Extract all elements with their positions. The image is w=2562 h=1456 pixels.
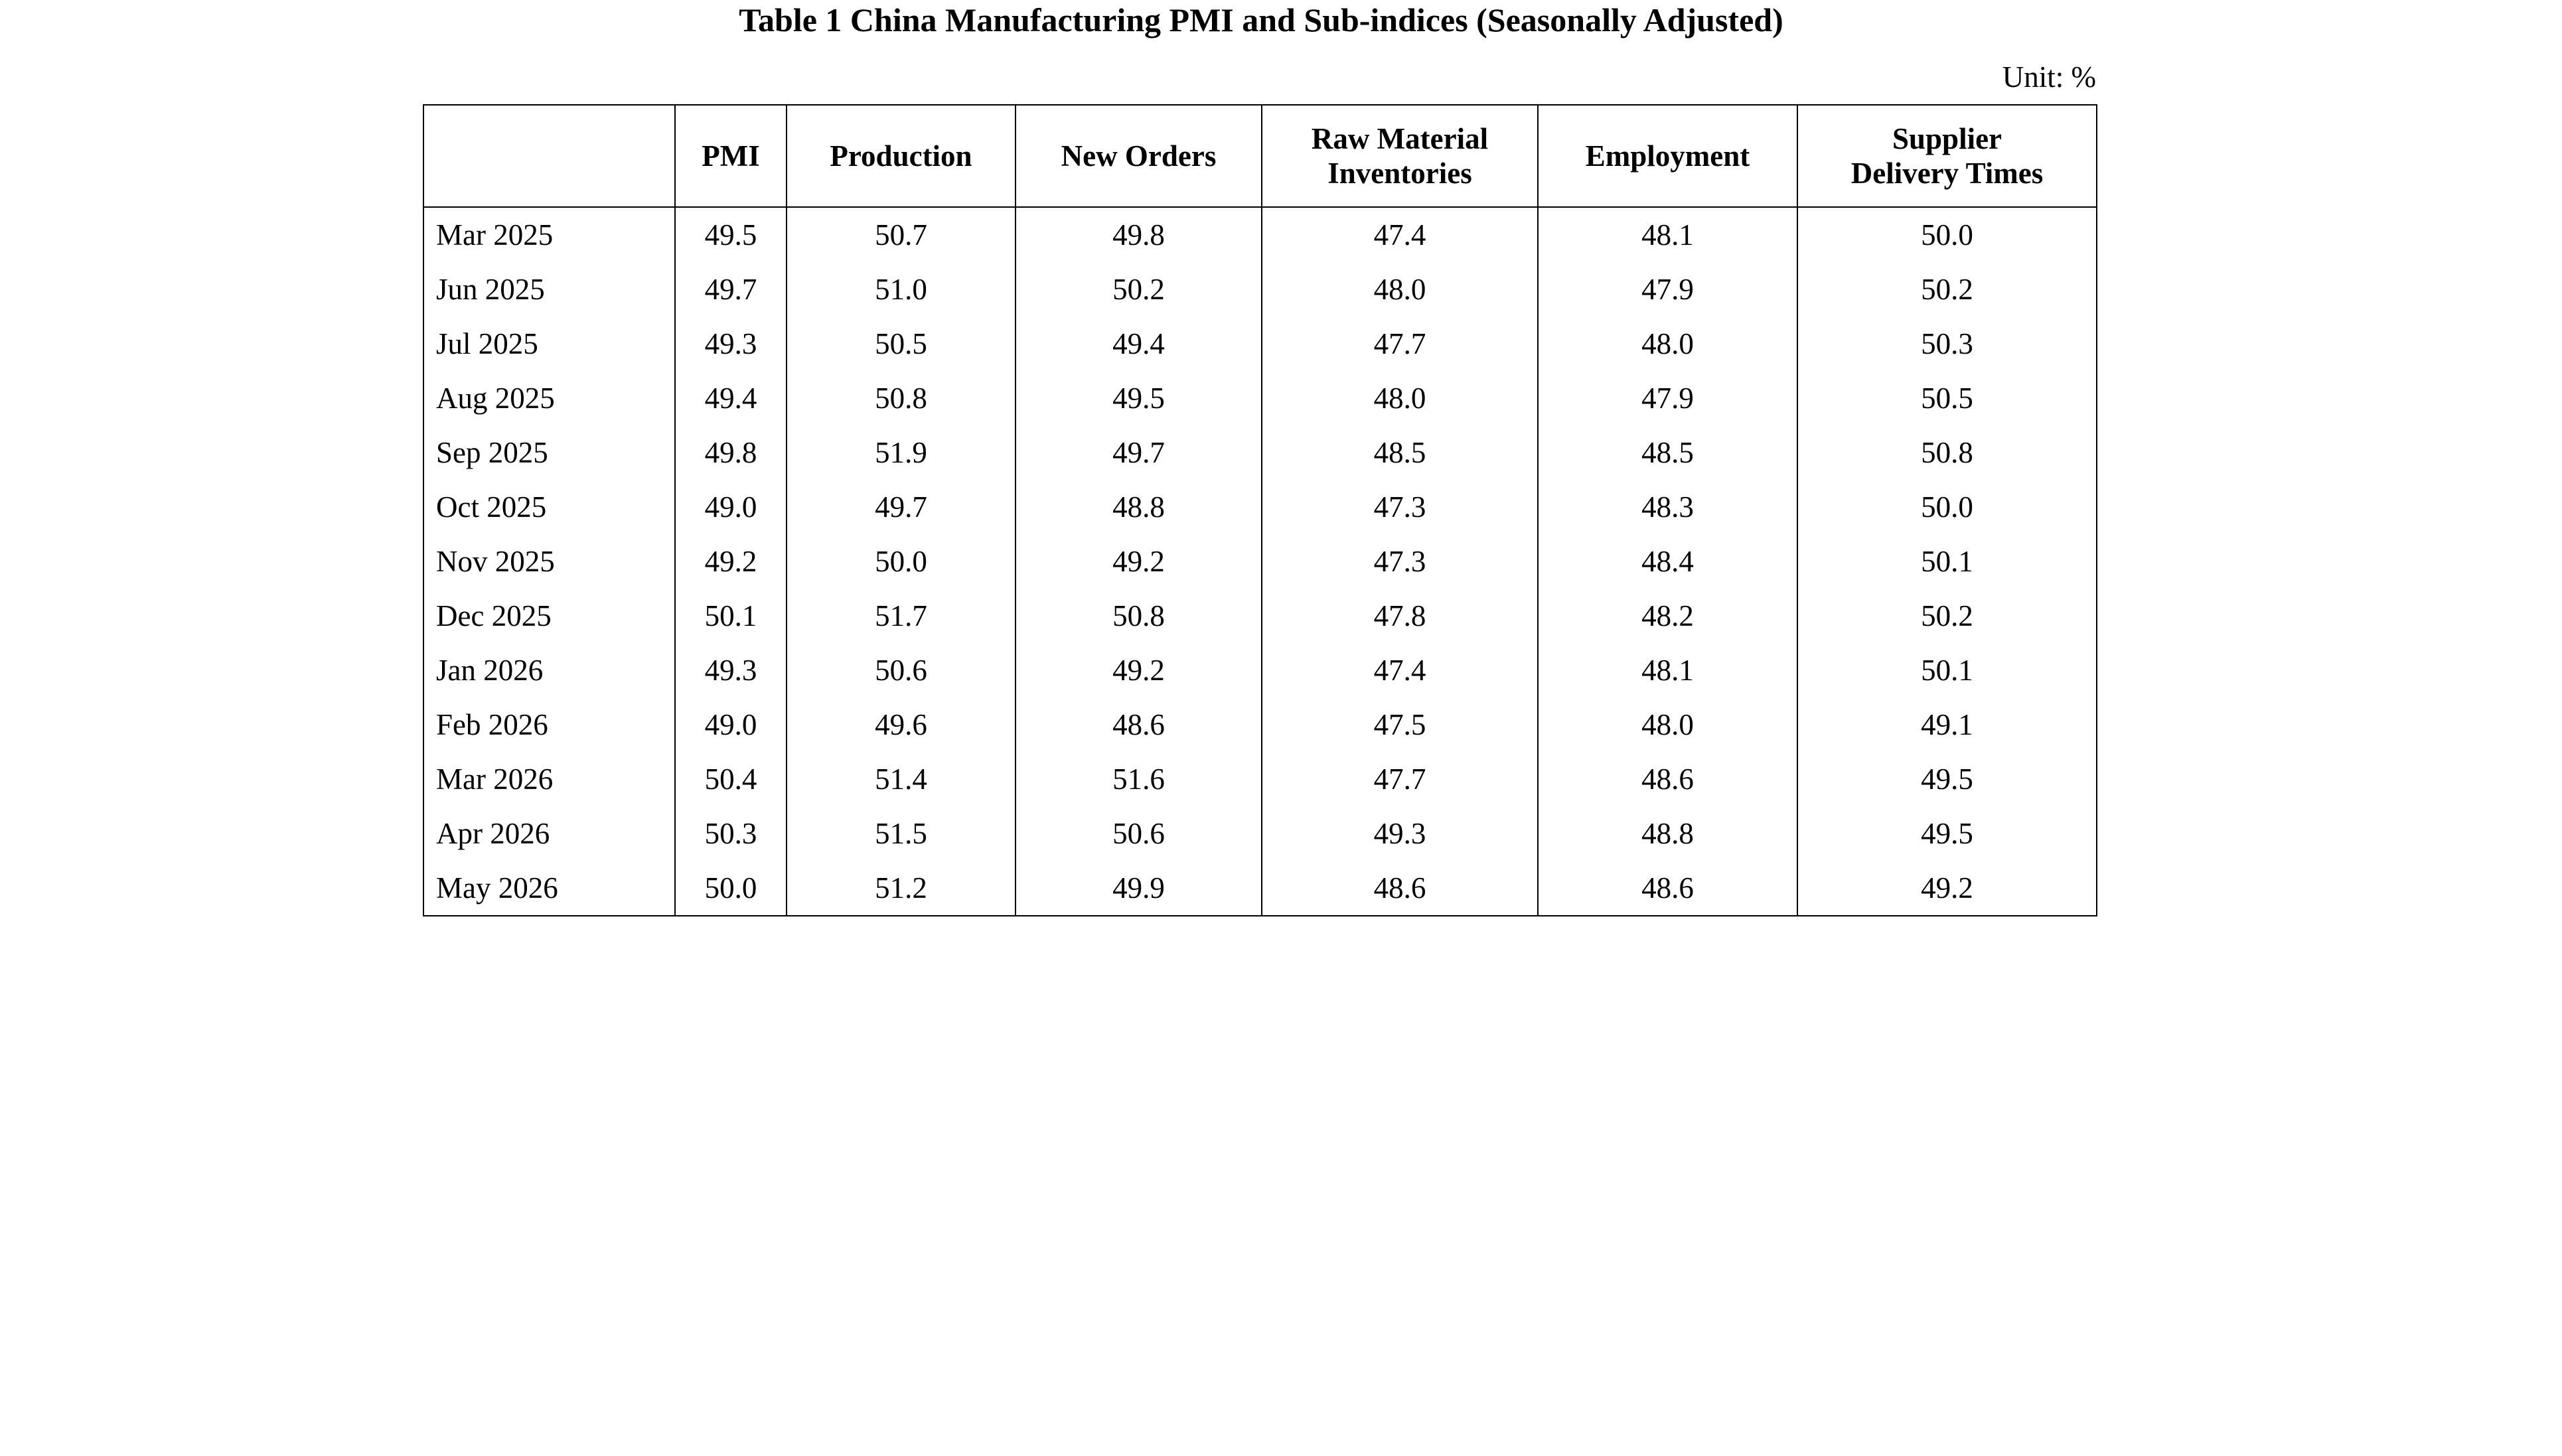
cell-production: 50.8 (787, 371, 1016, 425)
cell-employment: 48.1 (1538, 207, 1797, 262)
cell-raw-material-inventories: 48.6 (1262, 861, 1538, 916)
table-row (423, 643, 2097, 697)
cell-production: 51.0 (787, 262, 1016, 317)
cell-production: 49.7 (787, 480, 1016, 534)
cell-new-orders: 49.5 (1016, 371, 1262, 425)
cell-pmi: 49.8 (675, 425, 787, 480)
header-cell-month (423, 105, 675, 207)
cell-employment: 47.9 (1538, 262, 1797, 317)
cell-production: 50.5 (787, 317, 1016, 371)
cell-pmi: 49.0 (675, 697, 787, 752)
cell-supplier-delivery-times: 50.2 (1797, 589, 2097, 643)
cell-production: 51.9 (787, 425, 1016, 480)
table-row (423, 861, 2097, 916)
cell-production: 50.6 (787, 643, 1016, 697)
cell-month: Jun 2025 (423, 262, 675, 317)
cell-raw-material-inventories: 47.7 (1262, 317, 1538, 371)
cell-employment: 48.0 (1538, 317, 1797, 371)
cell-new-orders: 49.2 (1016, 534, 1262, 589)
cell-supplier-delivery-times: 50.2 (1797, 262, 2097, 317)
cell-supplier-delivery-times: 50.3 (1797, 317, 2097, 371)
cell-new-orders: 49.2 (1016, 643, 1262, 697)
header-cell-employment: Employment (1538, 105, 1797, 207)
cell-employment: 48.2 (1538, 589, 1797, 643)
cell-new-orders: 51.6 (1016, 752, 1262, 806)
cell-pmi: 49.7 (675, 262, 787, 317)
pmi-table (423, 104, 2097, 916)
cell-employment: 48.0 (1538, 697, 1797, 752)
cell-month: May 2026 (423, 861, 675, 916)
table-row (423, 317, 2097, 371)
cell-employment: 48.3 (1538, 480, 1797, 534)
cell-raw-material-inventories: 49.3 (1262, 806, 1538, 861)
cell-employment: 48.8 (1538, 806, 1797, 861)
cell-month: Aug 2025 (423, 371, 675, 425)
cell-new-orders: 49.9 (1016, 861, 1262, 916)
cell-new-orders: 48.6 (1016, 697, 1262, 752)
cell-employment: 48.6 (1538, 861, 1797, 916)
cell-supplier-delivery-times: 50.1 (1797, 643, 2097, 697)
cell-month: Mar 2025 (423, 207, 675, 262)
cell-employment: 48.6 (1538, 752, 1797, 806)
cell-employment: 48.4 (1538, 534, 1797, 589)
cell-production: 51.5 (787, 806, 1016, 861)
cell-raw-material-inventories: 47.7 (1262, 752, 1538, 806)
table-body (423, 207, 2097, 916)
cell-month: Jan 2026 (423, 643, 675, 697)
table-row (423, 534, 2097, 589)
cell-supplier-delivery-times: 49.2 (1797, 861, 2097, 916)
cell-raw-material-inventories: 48.0 (1262, 371, 1538, 425)
cell-production: 51.2 (787, 861, 1016, 916)
unit-label: Unit: % (2002, 60, 2096, 94)
cell-pmi: 50.3 (675, 806, 787, 861)
table-row (423, 207, 2097, 262)
header-cell-new-orders: New Orders (1016, 105, 1262, 207)
cell-production: 50.7 (787, 207, 1016, 262)
cell-supplier-delivery-times: 49.1 (1797, 697, 2097, 752)
header-cell-supplier-delivery-times: Supplier Delivery Times (1797, 105, 2097, 207)
cell-new-orders: 49.7 (1016, 425, 1262, 480)
header-cell-production: Production (787, 105, 1016, 207)
table-row (423, 697, 2097, 752)
table-row (423, 371, 2097, 425)
cell-month: Oct 2025 (423, 480, 675, 534)
cell-raw-material-inventories: 47.3 (1262, 534, 1538, 589)
cell-employment: 48.5 (1538, 425, 1797, 480)
cell-pmi: 49.3 (675, 317, 787, 371)
cell-pmi: 49.2 (675, 534, 787, 589)
cell-month: Sep 2025 (423, 425, 675, 480)
cell-month: Dec 2025 (423, 589, 675, 643)
cell-month: Apr 2026 (423, 806, 675, 861)
cell-pmi: 49.3 (675, 643, 787, 697)
header-cell-pmi: PMI (675, 105, 787, 207)
cell-production: 51.4 (787, 752, 1016, 806)
cell-raw-material-inventories: 47.4 (1262, 207, 1538, 262)
cell-supplier-delivery-times: 50.0 (1797, 480, 2097, 534)
cell-raw-material-inventories: 48.5 (1262, 425, 1538, 480)
cell-new-orders: 50.2 (1016, 262, 1262, 317)
cell-pmi: 50.4 (675, 752, 787, 806)
cell-month: Jul 2025 (423, 317, 675, 371)
cell-production: 51.7 (787, 589, 1016, 643)
cell-new-orders: 49.4 (1016, 317, 1262, 371)
cell-production: 49.6 (787, 697, 1016, 752)
cell-new-orders: 49.8 (1016, 207, 1262, 262)
table-row (423, 262, 2097, 317)
cell-pmi: 50.0 (675, 861, 787, 916)
cell-pmi: 50.1 (675, 589, 787, 643)
cell-pmi: 49.0 (675, 480, 787, 534)
table-row (423, 589, 2097, 643)
cell-employment: 47.9 (1538, 371, 1797, 425)
cell-supplier-delivery-times: 50.5 (1797, 371, 2097, 425)
header-cell-raw-material-inventories: Raw Material Inventories (1262, 105, 1538, 207)
cell-month: Feb 2026 (423, 697, 675, 752)
cell-pmi: 49.5 (675, 207, 787, 262)
cell-raw-material-inventories: 47.3 (1262, 480, 1538, 534)
cell-month: Nov 2025 (423, 534, 675, 589)
cell-supplier-delivery-times: 50.8 (1797, 425, 2097, 480)
table-row (423, 425, 2097, 480)
cell-supplier-delivery-times: 50.0 (1797, 207, 2097, 262)
cell-raw-material-inventories: 47.5 (1262, 697, 1538, 752)
cell-new-orders: 48.8 (1016, 480, 1262, 534)
cell-raw-material-inventories: 47.8 (1262, 589, 1538, 643)
table-row (423, 752, 2097, 806)
header-row (423, 105, 2097, 207)
cell-supplier-delivery-times: 49.5 (1797, 752, 2097, 806)
cell-employment: 48.1 (1538, 643, 1797, 697)
table-row (423, 806, 2097, 861)
cell-raw-material-inventories: 47.4 (1262, 643, 1538, 697)
cell-production: 50.0 (787, 534, 1016, 589)
table-row (423, 480, 2097, 534)
cell-supplier-delivery-times: 50.1 (1797, 534, 2097, 589)
cell-pmi: 49.4 (675, 371, 787, 425)
cell-month: Mar 2026 (423, 752, 675, 806)
table-title: Table 1 China Manufacturing PMI and Sub-indices (Seasonally Adjusted) (739, 1, 1783, 38)
cell-new-orders: 50.6 (1016, 806, 1262, 861)
cell-raw-material-inventories: 48.0 (1262, 262, 1538, 317)
cell-new-orders: 50.8 (1016, 589, 1262, 643)
cell-supplier-delivery-times: 49.5 (1797, 806, 2097, 861)
